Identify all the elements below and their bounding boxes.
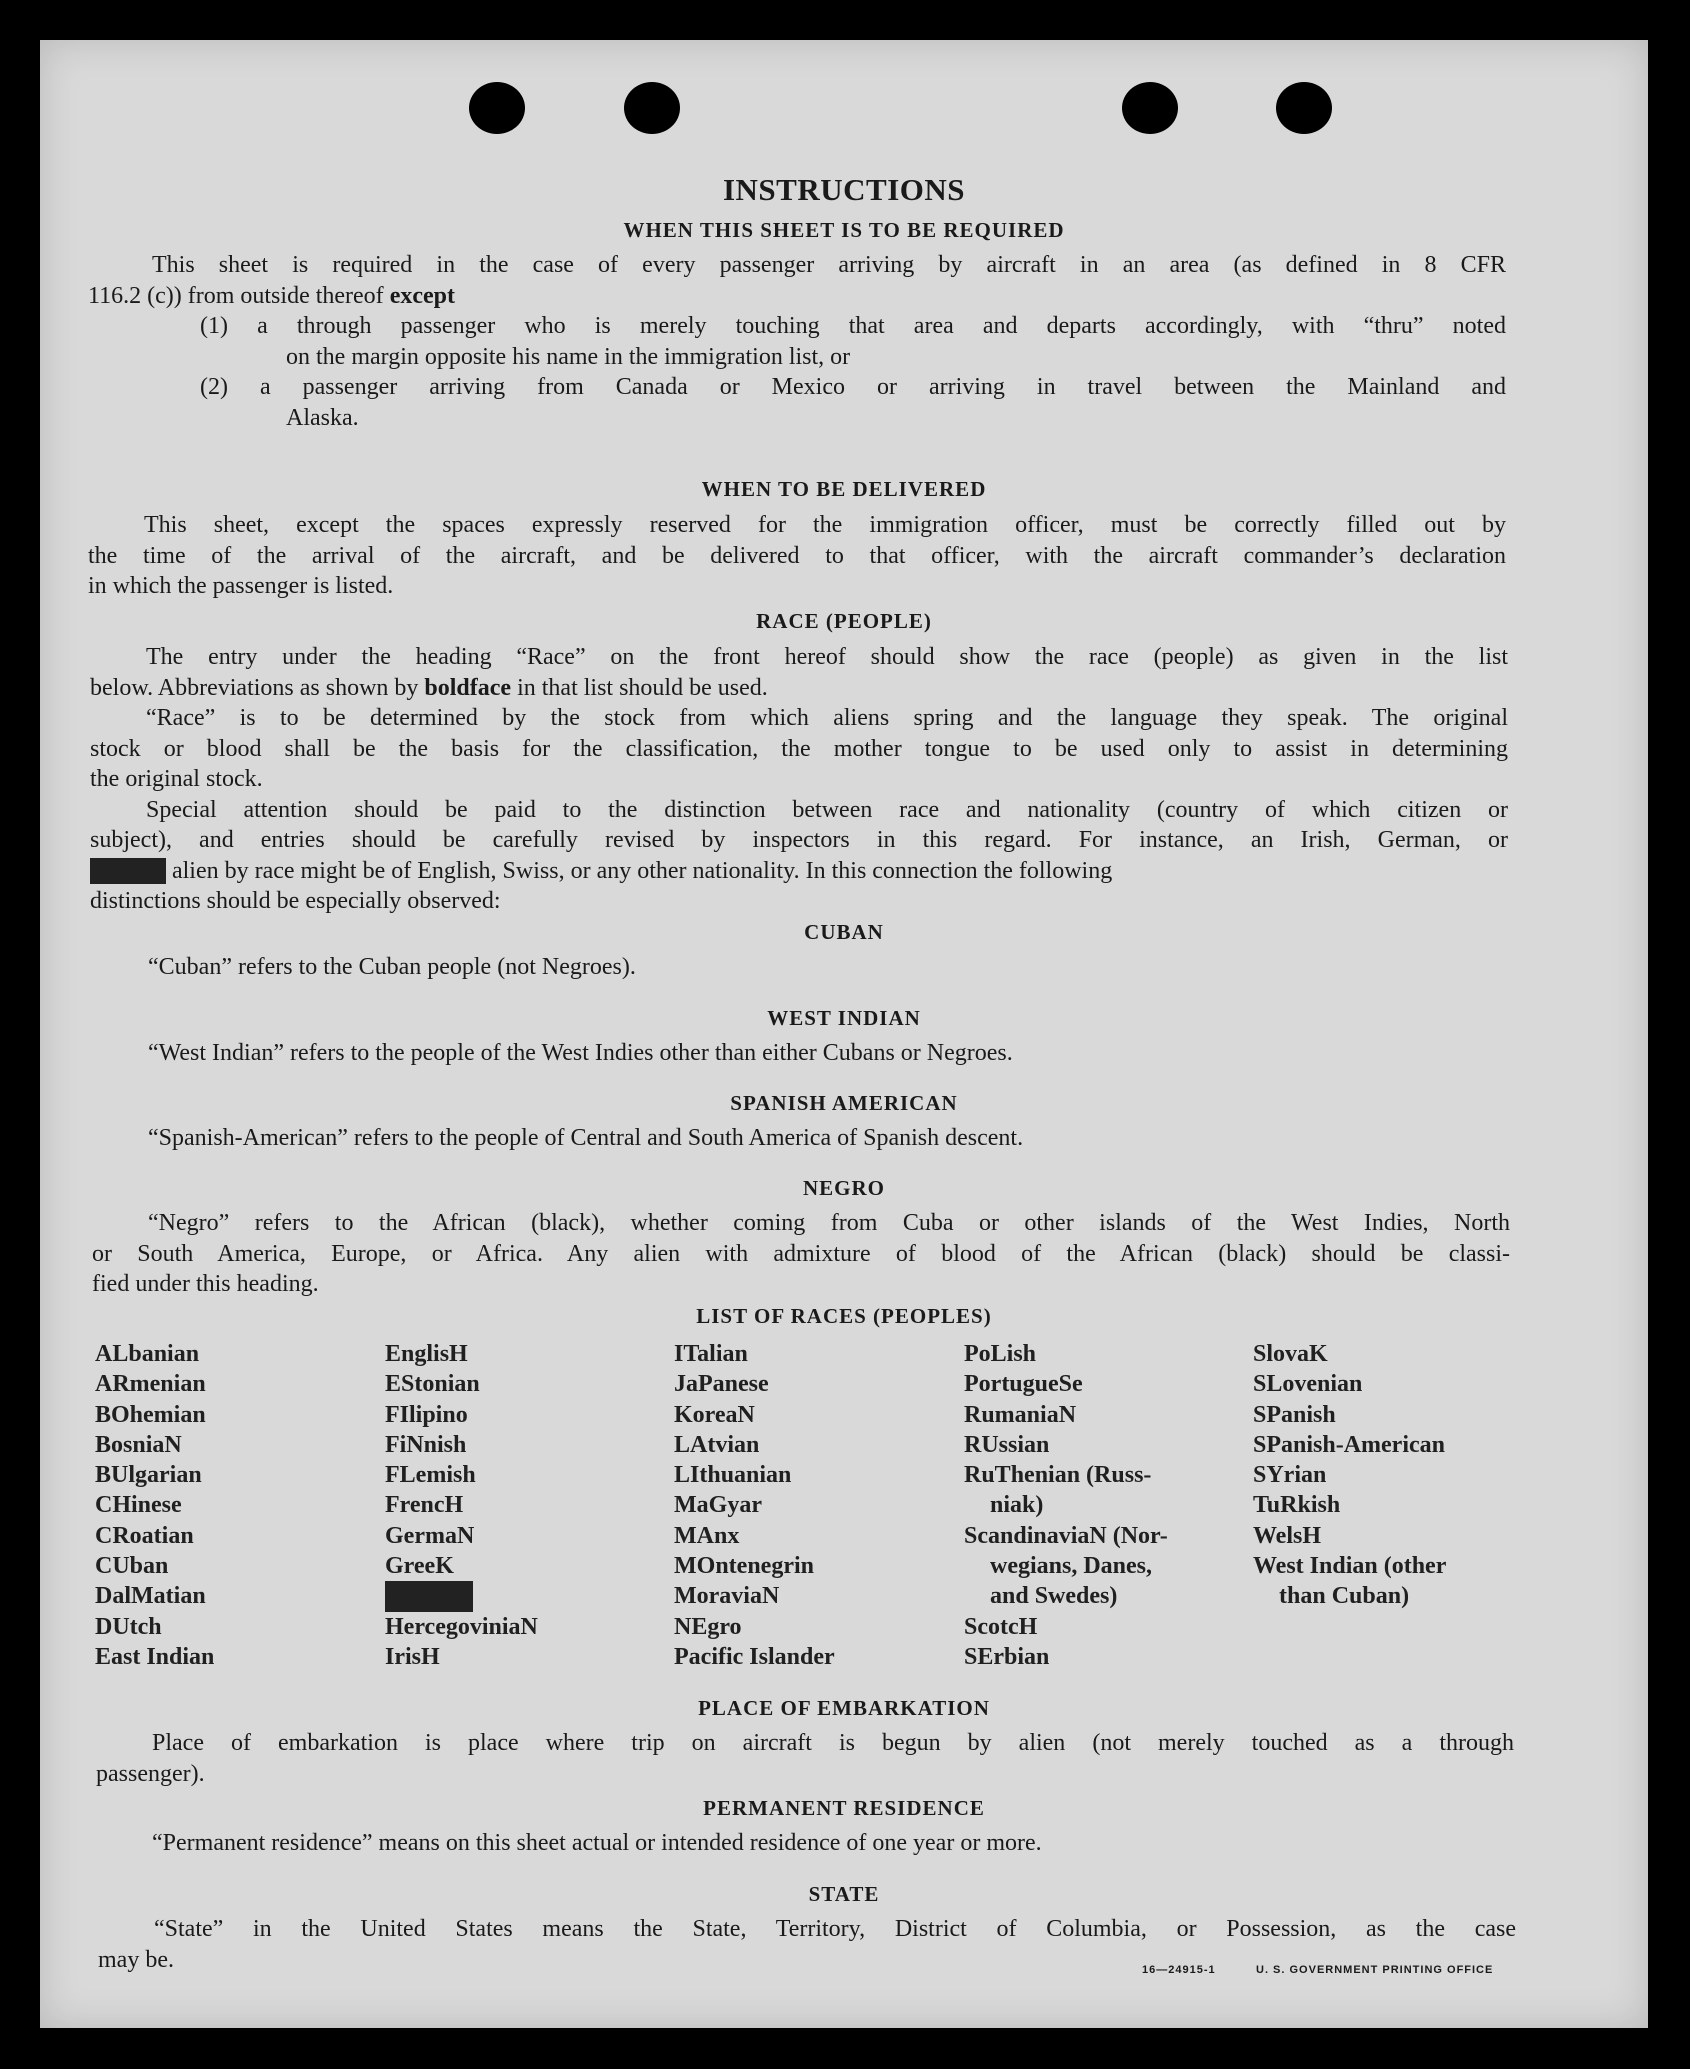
printer-imprint: U. S. GOVERNMENT PRINTING OFFICE [1256, 1964, 1494, 1976]
text-line: Hebrew alien by race might be of English, Swiss, or any other nationality. In this connection the following [90, 857, 1113, 884]
text-line: the original stock. [90, 766, 263, 792]
race-list-item: MOntenegrin [674, 1553, 814, 1580]
text-line: the time of the arrival of the aircraft, and be delivered to that officer, with the aircraft commander’s declaration [88, 542, 1506, 569]
heading-embarkation: PLACE OF EMBARKATION [698, 1696, 990, 1720]
races-column-4 [964, 1339, 1168, 1672]
race-list-item: EStonian [385, 1371, 480, 1398]
punch-hole [469, 82, 525, 134]
race-list-item: SLovenian [1253, 1371, 1363, 1398]
heading-when-delivered: WHEN TO BE DELIVERED [701, 477, 987, 501]
text-line: on the margin opposite his name in the immigration list, or [286, 343, 851, 370]
race-list-item: MoraviaN [674, 1583, 780, 1610]
paragraph-spanish-american [148, 1123, 1508, 1154]
race-list-item: ScandinaviaN (Nor- [964, 1522, 1168, 1549]
race-list-item: Pacific Islander [674, 1643, 835, 1670]
text-line: “Permanent residence” means on this sheet actual or intended residence of one year or more. [152, 1830, 1042, 1856]
race-list-item: SPanish [1253, 1401, 1336, 1428]
race-list-item: CHinese [95, 1492, 182, 1519]
text-line: Alaska. [286, 404, 359, 431]
race-list-item: FiNnish [385, 1431, 467, 1458]
text-line: This sheet, except the spaces expressly reserved for the immigration officer, must be correctly filled out by [144, 512, 1506, 538]
race-list-item: HercegoviniaN [385, 1613, 538, 1640]
race-list-item: niak) [990, 1492, 1044, 1519]
race-list-item: SlovaK [1253, 1341, 1328, 1367]
race-list-item: DUtch [95, 1613, 162, 1640]
paragraph-when-required [88, 250, 1506, 433]
text-line: below. Abbreviations as shown by boldface in that list should be used. [90, 674, 768, 701]
list-item-1: (1) a through passenger who is merely touching that area and departs accordingly, with “thru” noted [200, 313, 1506, 339]
form-number: 16—24915-1 [1142, 1964, 1216, 1976]
page-title: INSTRUCTIONS [722, 172, 965, 207]
race-list-item: BosniaN [95, 1431, 182, 1458]
text-line: or South America, Europe, or Africa. Any alien with admixture of blood of the African (black) should be classi- [92, 1240, 1510, 1267]
heading-when-required: WHEN THIS SHEET IS TO BE REQUIRED [623, 218, 1065, 242]
text-line: subject), and entries should be carefully revised by inspectors in this regard. For instance, an Irish, German, or [90, 827, 1508, 853]
struck-word: Hebrew [90, 857, 166, 884]
race-list-item: ALbanian [95, 1341, 200, 1367]
races-column-3 [674, 1339, 835, 1672]
race-list-item: BOhemian [95, 1401, 206, 1428]
punch-hole [1276, 82, 1332, 134]
race-list-item: NEgro [674, 1613, 742, 1640]
race-list-item: BUlgarian [95, 1462, 202, 1489]
race-list-item: East Indian [95, 1643, 215, 1670]
text-line: “Spanish-American” refers to the people of Central and South America of Spanish descent. [148, 1125, 1024, 1151]
race-list-item: than Cuban) [1279, 1583, 1410, 1610]
race-list-item: LAtvian [674, 1431, 760, 1458]
race-list-item: SYrian [1253, 1462, 1327, 1489]
race-list-item: ScotcH [964, 1613, 1038, 1640]
text-line: stock or blood shall be the basis for the classification, the mother tongue to be used only to assist in determining [90, 735, 1508, 762]
text-line: in which the passenger is listed. [88, 573, 394, 599]
paragraph-race [90, 642, 1508, 917]
races-column-2 [385, 1339, 538, 1672]
heading-race: RACE (PEOPLE) [756, 609, 932, 633]
heading-cuban: CUBAN [804, 920, 884, 944]
race-list-item: JaPanese [674, 1371, 769, 1398]
race-list-item: RumaniaN [964, 1401, 1077, 1428]
race-list-item: FLemish [385, 1462, 476, 1489]
race-list-item: MaGyar [674, 1492, 762, 1519]
text-line: Place of embarkation is place where trip on aircraft is begun by alien (not merely touched as a through [152, 1730, 1514, 1756]
text-line: may be. [98, 1946, 174, 1973]
heading-permanent-residence: PERMANENT RESIDENCE [703, 1796, 985, 1820]
race-list-item: HebreW [385, 1581, 473, 1611]
race-list-item: GreeK [385, 1553, 454, 1580]
text-line: 116.2 (c)) from outside thereof except [88, 282, 455, 309]
race-list-item: FrencH [385, 1492, 464, 1519]
text-line: “West Indian” refers to the people of the West Indies other than either Cubans or Negroes. [148, 1040, 1013, 1066]
heading-spanish-american: SPANISH AMERICAN [730, 1091, 958, 1115]
heading-negro: NEGRO [802, 1176, 885, 1200]
text-line: “Cuban” refers to the Cuban people (not Negroes). [148, 954, 636, 980]
race-list-item: TuRkish [1253, 1492, 1341, 1519]
race-list-item: PortugueSe [964, 1371, 1083, 1398]
race-list-item: ITalian [674, 1341, 748, 1367]
text-line: This sheet is required in the case of every passenger arriving by aircraft in an area (as defined in 8 CFR [152, 252, 1506, 278]
race-list-item: GermaN [385, 1522, 475, 1549]
text-line: Special attention should be paid to the distinction between race and nationality (country of which citizen or [146, 796, 1508, 823]
race-list-item: West Indian (other [1253, 1553, 1447, 1580]
race-list-item: RUssian [964, 1431, 1050, 1458]
list-item-2: (2) a passenger arriving from Canada or Mexico or arriving in travel between the Mainland and [200, 374, 1506, 400]
heading-west-indian: WEST INDIAN [767, 1006, 921, 1030]
text-line: The entry under the heading “Race” on the front hereof should show the race (people) as given in the list [146, 644, 1508, 670]
paragraph-embarkation [96, 1728, 1514, 1789]
race-list-item: wegians, Danes, [990, 1553, 1153, 1580]
race-list-item: LIthuanian [674, 1462, 792, 1489]
heading-state: STATE [808, 1882, 880, 1906]
paragraph-when-delivered [88, 510, 1506, 602]
paragraph-west-indian [148, 1038, 1508, 1069]
paragraph-permanent-residence [152, 1828, 1512, 1859]
race-list-item: FIlipino [385, 1401, 468, 1428]
race-list-item: DalMatian [95, 1583, 206, 1610]
heading-list-of-races: LIST OF RACES (PEOPLES) [696, 1304, 992, 1328]
paragraph-negro [92, 1208, 1510, 1300]
race-list-item: PoLish [964, 1341, 1037, 1367]
race-list-item: RuThenian (Russ- [964, 1462, 1152, 1489]
race-list-item: SErbian [964, 1643, 1050, 1670]
text-line: distinctions should be especially observed: [90, 888, 501, 914]
punch-hole [624, 82, 680, 134]
paragraph-cuban [148, 952, 1508, 983]
race-list-item: and Swedes) [990, 1583, 1118, 1610]
text-line: “Negro” refers to the African (black), whether coming from Cuba or other islands of the West Indies, North [148, 1210, 1510, 1236]
race-list-item: CUban [95, 1553, 169, 1580]
text-line: “State” in the United States means the State, Territory, District of Columbia, or Possession, as the case [154, 1916, 1516, 1942]
text-line: fied under this heading. [92, 1271, 319, 1297]
race-list-item: CRoatian [95, 1522, 194, 1549]
races-column-5 [1253, 1339, 1446, 1612]
punch-hole [1122, 82, 1178, 134]
race-list-item: ARmenian [95, 1371, 206, 1398]
text-line: “Race” is to be determined by the stock from which aliens spring and the language they speak. The original [146, 705, 1508, 731]
race-list-item: IrisH [385, 1643, 440, 1670]
text-line: passenger). [96, 1760, 205, 1787]
races-column-1 [95, 1339, 214, 1672]
race-list-item: EnglisH [385, 1341, 468, 1367]
race-list-item: KoreaN [674, 1401, 755, 1428]
document-sheet [40, 40, 1648, 2028]
race-list-item: SPanish-American [1253, 1431, 1445, 1458]
race-list-item: MAnx [674, 1522, 740, 1549]
race-list-item: WelsH [1253, 1522, 1322, 1549]
